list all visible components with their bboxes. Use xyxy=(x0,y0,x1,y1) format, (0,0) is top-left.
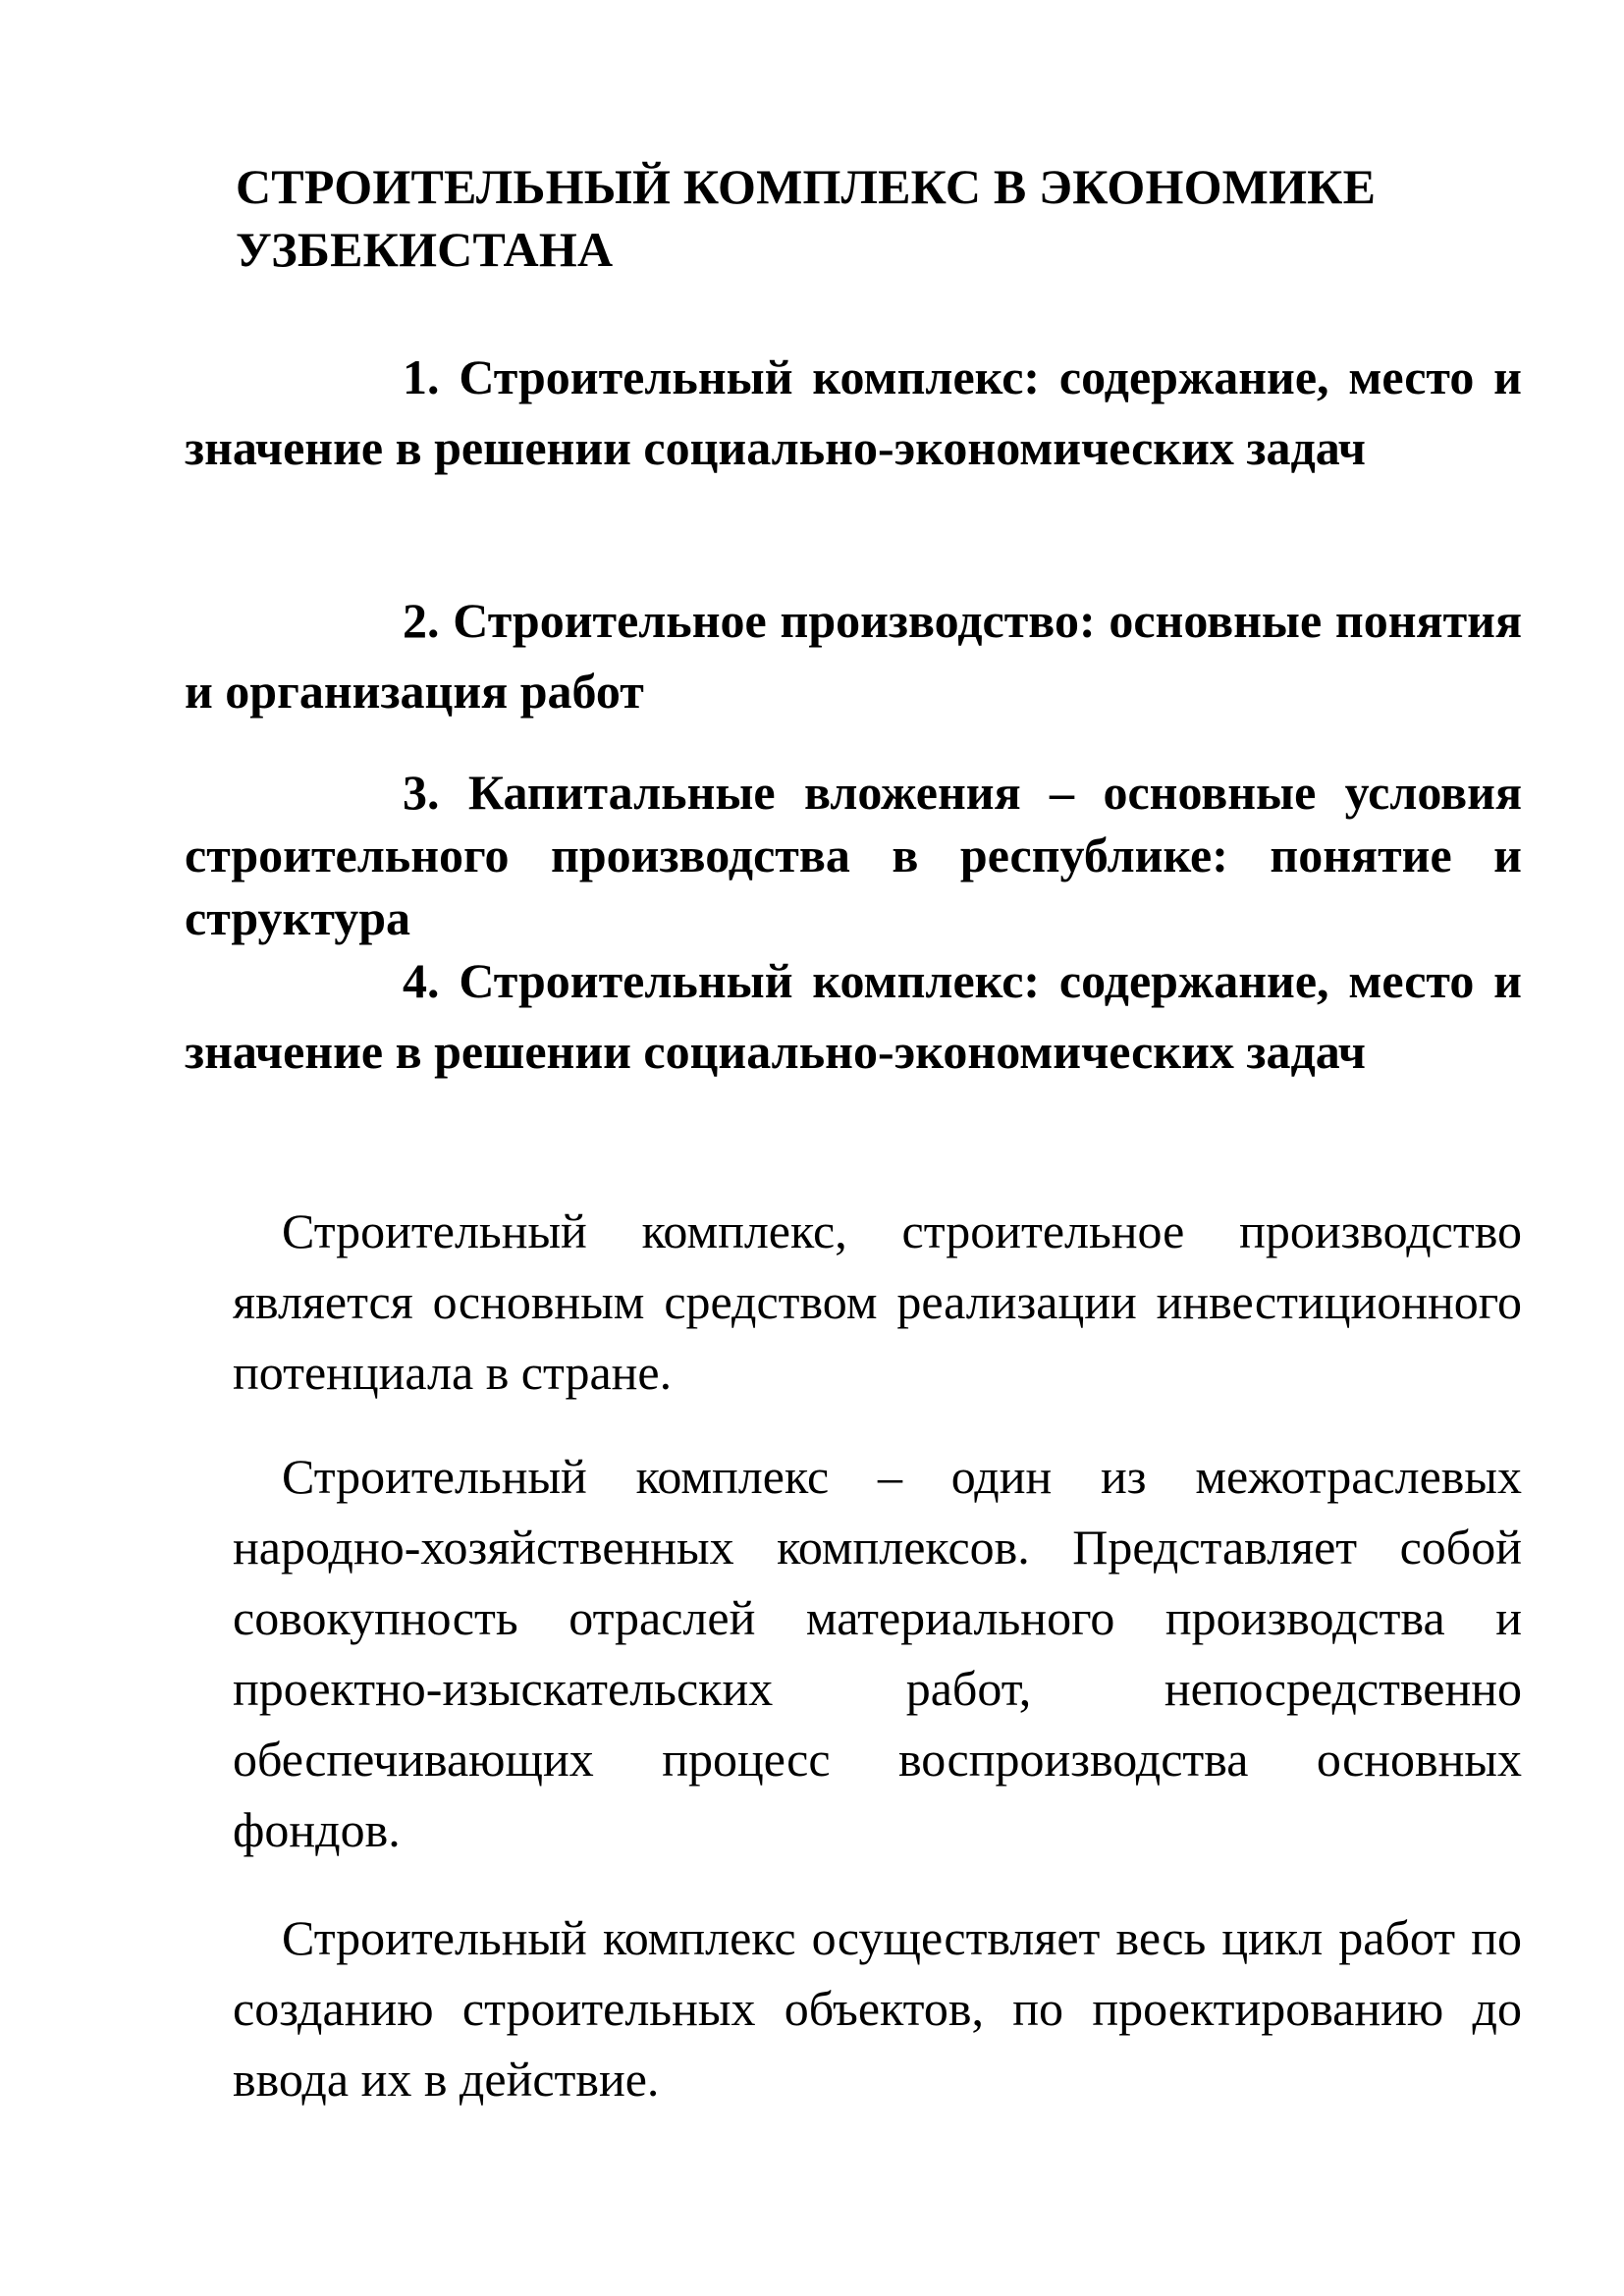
topic-number: 4. xyxy=(403,953,440,1008)
topic-text: Строительный комплекс: содержание, место и значение в решении социально-экономических задач xyxy=(185,349,1522,475)
topic-item-1 xyxy=(185,342,1522,483)
topic-text: Капитальные вложения – основные условия строительного производства в республике: понятие и структура xyxy=(185,765,1523,945)
topic-text: Строительный комплекс: содержание, место и значение в решении социально-экономических задач xyxy=(185,953,1522,1079)
body-paragraph-3: Строительный комплекс осуществляет весь цикл работ по созданию строительных объектов, по проектированию до ввода их в действие. xyxy=(233,1910,1522,2107)
topic-number: 1. xyxy=(403,349,440,404)
topic-item-4 xyxy=(185,945,1522,1087)
body-paragraph-2: Строительный комплекс – один из межотраслевых народно-хозяйственных комплексов. Представляет собой совокупность отраслей материального производства и проектно-изыскательских работ, непосредственно обеспечивающих процесс воспроизводства основных фондов. xyxy=(233,1449,1522,1857)
topic-item-3 xyxy=(185,761,1522,949)
topic-item-2 xyxy=(185,585,1522,726)
body-paragraph-1: Строительный комплекс, строительное производство является основным средством реализации инвестиционного потенциала в стране. xyxy=(233,1203,1522,1400)
topic-text: Строительное производство: основные понятия и организация работ xyxy=(185,593,1522,719)
document-title: СТРОИТЕЛЬНЫЙ КОМПЛЕКС В ЭКОНОМИКЕ УЗБЕКИСТАНА xyxy=(236,159,1377,277)
topic-number: 3. xyxy=(403,765,440,820)
topic-number: 2. xyxy=(403,593,440,648)
